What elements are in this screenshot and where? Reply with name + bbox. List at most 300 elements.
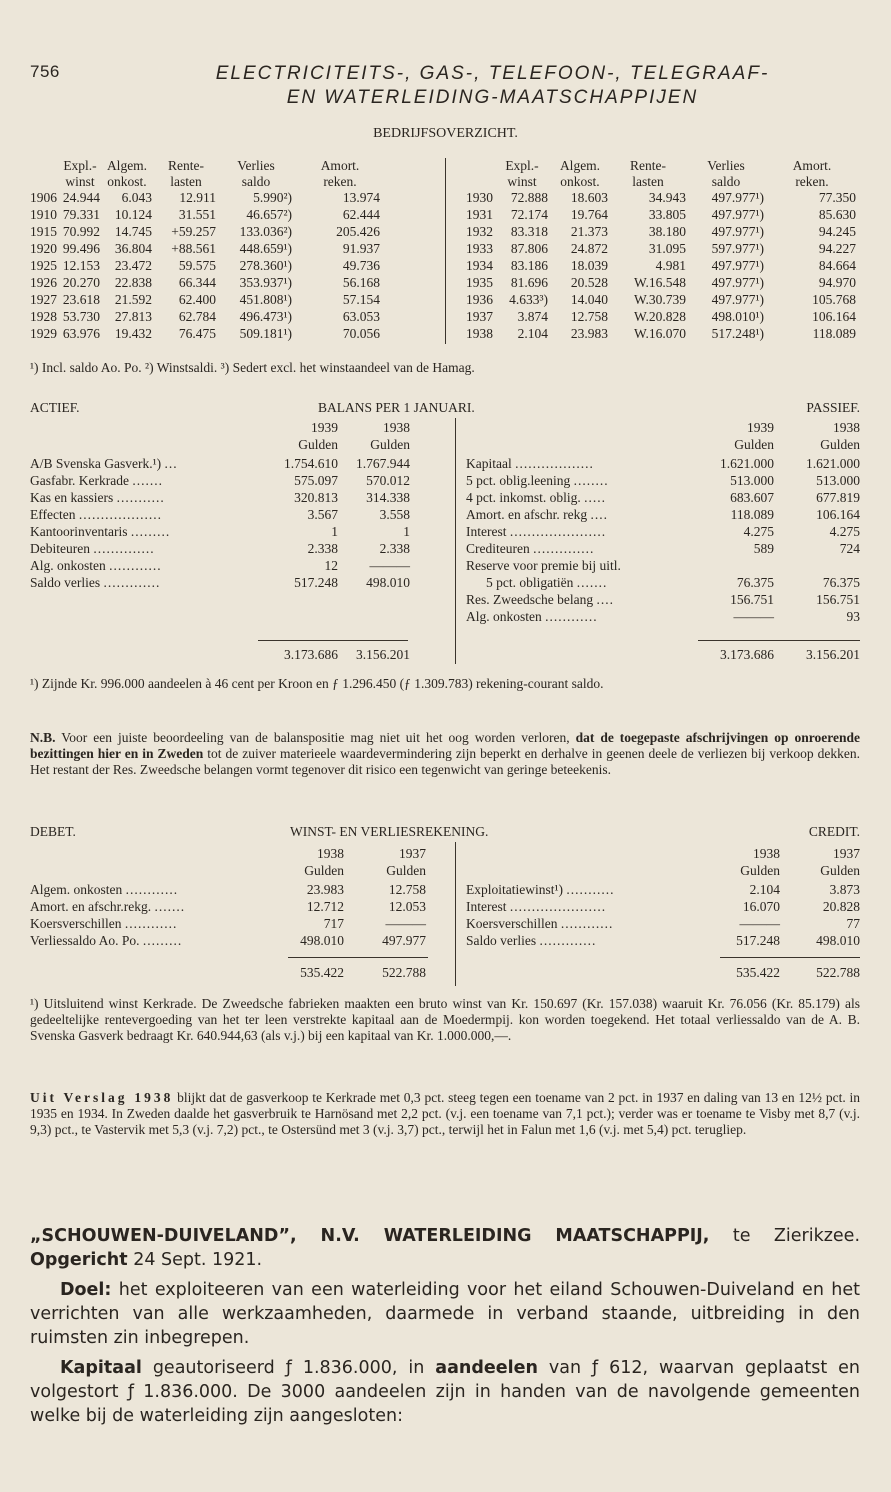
ledger-value: 156.751 xyxy=(730,592,774,607)
ledger-row-label xyxy=(466,899,606,915)
year-heading: 1938 xyxy=(317,846,344,861)
bo-col-heading: Rente- xyxy=(630,158,666,173)
label-text: Effecten xyxy=(30,507,76,522)
bo-year: 1920 xyxy=(30,241,57,256)
bo-value: 18.039 xyxy=(570,258,608,273)
leader-dots: ..... xyxy=(584,490,606,505)
bo-year: 1928 xyxy=(30,309,57,324)
verslag-paragraph xyxy=(30,1090,860,1138)
ledger-row-label xyxy=(466,524,606,540)
unit-heading: Gulden xyxy=(734,437,774,452)
bo-value: 66.344 xyxy=(178,275,216,290)
bo-col-heading: onkost. xyxy=(107,174,147,189)
ledger-value: 320.813 xyxy=(294,490,338,505)
doel-label: Doel: xyxy=(60,1280,112,1300)
bo-col-heading: Verlies xyxy=(237,158,275,173)
winst-debet-heading: DEBET. xyxy=(30,824,76,839)
bo-value: 31.095 xyxy=(648,241,686,256)
bo-value: 18.603 xyxy=(570,190,608,205)
winst-debet-total-rule xyxy=(288,957,428,958)
label-text: Koersverschillen xyxy=(30,916,122,931)
ledger-row-label xyxy=(466,541,594,557)
leader-dots: .... xyxy=(590,507,608,522)
bo-value: 105.768 xyxy=(812,292,856,307)
balans-footnote: ¹) Zijnde Kr. 996.000 aandeelen à 46 cent per Kroon en ƒ 1.296.450 (ƒ 1.309.783) rekening-courant saldo. xyxy=(30,676,604,691)
ledger-row-label xyxy=(466,592,614,608)
company-place: te Zierikzee. xyxy=(709,1226,861,1246)
ledger-value: 683.607 xyxy=(730,490,774,505)
label-text: Interest xyxy=(466,899,507,914)
ledger-value: 2.338 xyxy=(379,541,410,556)
ledger-value: 498.010 xyxy=(816,933,860,948)
bo-col-heading: Amort. xyxy=(320,158,360,173)
label-text: 5 pct. oblig.leening xyxy=(466,473,571,488)
bo-value: 62.400 xyxy=(178,292,216,307)
bo-year: 1938 xyxy=(466,326,493,341)
ledger-value: 314.338 xyxy=(366,490,410,505)
bo-value: W.16.070 xyxy=(633,326,686,341)
unit-heading: Gulden xyxy=(304,863,344,878)
bo-col-heading: Algem. xyxy=(106,158,148,173)
bo-col-heading: Expl.- xyxy=(63,158,97,173)
ledger-value: 1.767.944 xyxy=(356,456,410,471)
ledger-value: 3.567 xyxy=(307,507,338,522)
bo-value: 497.977¹) xyxy=(711,190,764,205)
ledger-value: 4.275 xyxy=(743,524,774,539)
ledger-row-label xyxy=(466,507,608,523)
ledger-value: 1.621.000 xyxy=(720,456,774,471)
bo-value: 106.164 xyxy=(812,309,856,324)
bo-value: +59.257 xyxy=(171,224,216,239)
bo-value: 91.937 xyxy=(342,241,380,256)
bo-value: +88.561 xyxy=(171,241,216,256)
balans-title: BALANS PER 1 JANUARI. xyxy=(318,400,475,415)
bo-value: 496.473¹) xyxy=(239,309,292,324)
ledger-value: 575.097 xyxy=(294,473,338,488)
bo-year: 1933 xyxy=(466,241,493,256)
leader-dots: ............ xyxy=(124,916,178,931)
label-text: Reserve voor premie bij uitl. xyxy=(466,558,621,573)
bo-year: 1930 xyxy=(466,190,493,205)
nb-text1: Voor een juiste beoordeeling van de balanspositie mag niet uit het oog worden verloren, xyxy=(55,730,576,745)
unit-heading: Gulden xyxy=(386,863,426,878)
ledger-row-label xyxy=(30,507,162,523)
label-text: Kas en kassiers xyxy=(30,490,114,505)
ledger-value: 3.873 xyxy=(829,882,860,897)
balans-divider xyxy=(455,418,456,664)
ledger-value: 12.758 xyxy=(388,882,426,897)
label-text: A/B Svenska Gasverk.¹) xyxy=(30,456,162,471)
bo-value: 79.331 xyxy=(62,207,100,222)
label-text: Saldo verlies xyxy=(466,933,537,948)
schouwen-entry-header xyxy=(30,1224,860,1272)
bo-year: 1936 xyxy=(466,292,493,307)
bo-value: 46.657²) xyxy=(246,207,292,222)
bo-value: 4.981 xyxy=(655,258,686,273)
ledger-value: 724 xyxy=(839,541,860,556)
bo-value: 497.977¹) xyxy=(711,207,764,222)
ledger-value: 4.275 xyxy=(829,524,860,539)
bo-value: 53.730 xyxy=(62,309,100,324)
ledger-row-label xyxy=(466,933,596,949)
bo-year: 1931 xyxy=(466,207,493,222)
bo-value: 5.990²) xyxy=(253,190,292,205)
ledger-value: 76.375 xyxy=(822,575,860,590)
company-name: „SCHOUWEN-DUIVELAND”, N.V. WATERLEIDING MAATSCHAPPIJ, xyxy=(30,1226,710,1246)
doel-paragraph xyxy=(30,1278,860,1350)
ledger-value: 3.558 xyxy=(379,507,410,522)
bo-value: W.30.739 xyxy=(633,292,686,307)
ledger-row-label xyxy=(30,899,185,915)
ledger-value: 93 xyxy=(846,609,860,624)
bo-value: 23.618 xyxy=(62,292,100,307)
page-title-line2: EN WATERLEIDING-MAATSCHAPPIJEN xyxy=(286,87,699,108)
label-text: Exploitatiewinst¹) xyxy=(466,882,564,897)
unit-heading: Gulden xyxy=(298,437,338,452)
nb-text2: tot de zuiver materieele waardevermindering zijn beperkt en derhalve in geenen deele de verliezen bij verkoop dekken. Het restant der Res. Zweedsche belangen vormt tegenover dit risico een tegenwicht van geringe beteekenis. xyxy=(30,746,860,777)
kapitaal-text2: van ƒ 612, waarvan geplaatst en volgestort ƒ 1.836.000. De 3000 aandeelen zijn in handen van de navolgende gemeenten welke bij de waterleiding zijn aangesloten: xyxy=(30,1358,860,1426)
balans-actief-heading: ACTIEF. xyxy=(30,400,80,415)
bo-value: 23.983 xyxy=(570,326,608,341)
bedrijfsoverzicht-footnote: ¹) Incl. saldo Ao. Po. ²) Winstsaldi. ³) Sedert excl. het winstaandeel van de Hamag. xyxy=(30,360,475,375)
nb-paragraph xyxy=(30,730,860,778)
winst-debet-total-1938: 535.422 xyxy=(300,965,344,980)
bo-value: 12.758 xyxy=(570,309,608,324)
bo-value: 63.053 xyxy=(342,309,380,324)
ledger-value: 517.248 xyxy=(736,933,780,948)
bo-value: 23.472 xyxy=(114,258,152,273)
kapitaal-text1: geautoriseerd ƒ 1.836.000, in xyxy=(141,1358,436,1378)
bo-col-heading: Expl.- xyxy=(505,158,539,173)
bo-year: 1927 xyxy=(30,292,57,307)
year-heading: 1938 xyxy=(753,846,780,861)
bo-value: 72.174 xyxy=(510,207,548,222)
leader-dots: .................. xyxy=(515,456,594,471)
bo-value: 20.528 xyxy=(570,275,608,290)
bo-value: 19.432 xyxy=(114,326,152,341)
unit-heading: Gulden xyxy=(740,863,780,878)
ledger-value: 156.751 xyxy=(816,592,860,607)
ledger-value: 16.070 xyxy=(742,899,780,914)
bo-value: 497.977¹) xyxy=(711,292,764,307)
bo-value: 21.373 xyxy=(570,224,608,239)
label-text: 5 pct. obligatiën xyxy=(486,575,574,590)
bo-value: 497.977¹) xyxy=(711,224,764,239)
leader-dots: ........... xyxy=(566,882,615,897)
bo-year: 1935 xyxy=(466,275,493,290)
bo-value: 84.664 xyxy=(818,258,856,273)
bo-value: 6.043 xyxy=(121,190,152,205)
year-heading: 1938 xyxy=(383,420,410,435)
ledger-value: 118.089 xyxy=(730,507,774,522)
bo-value: 70.992 xyxy=(62,224,100,239)
ledger-value: 677.819 xyxy=(816,490,860,505)
bo-value: 49.736 xyxy=(342,258,380,273)
label-text: Amort. en afschr.rekg. xyxy=(30,899,152,914)
bo-value: 20.270 xyxy=(62,275,100,290)
bo-value: 83.186 xyxy=(510,258,548,273)
ledger-value: 23.983 xyxy=(306,882,344,897)
ledger-value: 2.338 xyxy=(307,541,338,556)
bo-year: 1906 xyxy=(30,190,57,205)
bo-col-heading: saldo xyxy=(711,174,741,189)
bo-year: 1937 xyxy=(466,309,493,324)
ledger-value: 1.621.000 xyxy=(806,456,860,471)
bo-value: W.16.548 xyxy=(633,275,686,290)
kapitaal-paragraph xyxy=(30,1356,860,1428)
leader-dots: ......... xyxy=(142,933,183,948)
bo-value: 85.630 xyxy=(818,207,856,222)
verslag-lead: Uit Verslag 1938 xyxy=(30,1090,174,1105)
ledger-value: 1 xyxy=(403,524,410,539)
leader-dots: ....... xyxy=(576,575,608,590)
ledger-value: ——— xyxy=(385,916,426,931)
bo-year: 1932 xyxy=(466,224,493,239)
bo-value: 72.888 xyxy=(510,190,548,205)
bo-value: 448.659¹) xyxy=(239,241,292,256)
bo-col-heading: Verlies xyxy=(707,158,745,173)
bo-col-heading: onkost. xyxy=(560,174,600,189)
ledger-row-label xyxy=(466,473,609,489)
ledger-value: ——— xyxy=(739,916,780,931)
bo-value: 70.056 xyxy=(342,326,380,341)
bo-col-heading: reken. xyxy=(323,174,357,189)
year-heading: 1938 xyxy=(833,420,860,435)
ledger-value: 20.828 xyxy=(822,899,860,914)
ledger-value: 12.053 xyxy=(388,899,426,914)
ledger-row-label xyxy=(466,609,598,625)
ledger-value: 1.754.610 xyxy=(284,456,338,471)
ledger-row-label xyxy=(30,916,177,932)
bo-value: 14.040 xyxy=(570,292,608,307)
ledger-row-label xyxy=(30,882,178,898)
bo-year: 1915 xyxy=(30,224,57,239)
leader-dots: ........ xyxy=(573,473,609,488)
bo-value: 13.974 xyxy=(342,190,380,205)
bo-value: 118.089 xyxy=(812,326,856,341)
ledger-row-label xyxy=(466,916,613,932)
bo-col-heading: lasten xyxy=(170,174,202,189)
bo-value: 57.154 xyxy=(342,292,380,307)
leader-dots: ............ xyxy=(125,882,179,897)
bo-value: 451.808¹) xyxy=(239,292,292,307)
year-heading: 1939 xyxy=(311,420,338,435)
bo-value: 10.124 xyxy=(114,207,152,222)
ledger-row-label xyxy=(30,490,165,506)
label-text: Res. Zweedsche belang xyxy=(466,592,594,607)
bo-value: 81.696 xyxy=(510,275,548,290)
bo-year: 1934 xyxy=(466,258,493,273)
leader-dots: ....... xyxy=(154,899,186,914)
year-heading: 1937 xyxy=(833,846,860,861)
bedrijfsoverzicht-title: BEDRIJFSOVERZICHT. xyxy=(373,126,518,141)
bo-value: W.20.828 xyxy=(633,309,686,324)
unit-heading: Gulden xyxy=(370,437,410,452)
kapitaal-label: Kapitaal xyxy=(60,1358,142,1378)
year-heading: 1937 xyxy=(399,846,426,861)
winst-credit-total-1937: 522.788 xyxy=(816,965,860,980)
bo-value: 133.036²) xyxy=(239,224,292,239)
winst-title: WINST- EN VERLIESREKENING. xyxy=(290,824,489,839)
ledger-row-label xyxy=(486,575,607,591)
ledger-value: 497.977 xyxy=(382,933,426,948)
leader-dots: ............ xyxy=(560,916,614,931)
bo-value: 597.977¹) xyxy=(711,241,764,256)
leader-dots: ............. xyxy=(539,933,597,948)
bo-value: 14.745 xyxy=(114,224,152,239)
label-text: Algem. onkosten xyxy=(30,882,123,897)
ledger-value: 498.010 xyxy=(300,933,344,948)
ledger-row-label xyxy=(30,473,163,489)
unit-heading: Gulden xyxy=(820,863,860,878)
bo-value: 77.350 xyxy=(818,190,856,205)
label-text: Verliessaldo Ao. Po. xyxy=(30,933,140,948)
ledger-row-label xyxy=(30,575,160,591)
winst-credit-total-1938: 535.422 xyxy=(736,965,780,980)
bo-value: 2.104 xyxy=(517,326,548,341)
ledger-value: 513.000 xyxy=(816,473,860,488)
bo-col-heading: winst xyxy=(507,174,537,189)
bo-year: 1926 xyxy=(30,275,57,290)
bo-value: 22.838 xyxy=(114,275,152,290)
bo-col-heading: Rente- xyxy=(168,158,204,173)
bo-year: 1929 xyxy=(30,326,57,341)
page-title-line1: ELECTRICITEITS-, GAS-, TELEFOON-, TELEGRAAF- xyxy=(215,63,770,84)
bo-col-heading: winst xyxy=(65,174,95,189)
bo-value: 59.575 xyxy=(178,258,216,273)
leader-dots: ............ xyxy=(545,609,598,624)
bo-value: 21.592 xyxy=(114,292,152,307)
winst-credit-total-rule xyxy=(720,957,860,958)
label-text: Kapitaal xyxy=(466,456,512,471)
bo-year: 1910 xyxy=(30,207,57,222)
ledger-value: 517.248 xyxy=(294,575,338,590)
label-text: Debiteuren xyxy=(30,541,90,556)
bo-value: 27.813 xyxy=(114,309,152,324)
ledger-row-label xyxy=(30,456,178,472)
bo-year: 1925 xyxy=(30,258,57,273)
ledger-row-label xyxy=(466,456,594,472)
bo-value: 12.911 xyxy=(179,190,216,205)
bo-col-heading: Algem. xyxy=(559,158,601,173)
ledger-row-label xyxy=(30,541,155,557)
bo-value: 353.937¹) xyxy=(239,275,292,290)
label-text: Alg. onkosten xyxy=(30,558,106,573)
ledger-value: ——— xyxy=(733,609,774,624)
label-text: Amort. en afschr. rekg xyxy=(466,507,588,522)
ledger-value: 513.000 xyxy=(730,473,774,488)
leader-dots: .... xyxy=(596,592,614,607)
ledger-value: ——— xyxy=(369,558,410,573)
nb-lead: N.B. xyxy=(30,730,56,745)
bo-value: 205.426 xyxy=(336,224,380,239)
bo-value: 63.976 xyxy=(62,326,100,341)
bo-value: 497.977¹) xyxy=(711,258,764,273)
year-heading: 1939 xyxy=(747,420,774,435)
bo-col-heading: lasten xyxy=(632,174,664,189)
bo-value: 87.806 xyxy=(510,241,548,256)
bo-value: 509.181¹) xyxy=(239,326,292,341)
unit-heading: Gulden xyxy=(820,437,860,452)
bo-col-heading: Amort. xyxy=(792,158,832,173)
label-text: Interest xyxy=(466,524,507,539)
ledger-value: 570.012 xyxy=(366,473,410,488)
winst-credit-heading: CREDIT. xyxy=(808,824,860,839)
ledger-value: 717 xyxy=(323,916,344,931)
bo-value: 497.977¹) xyxy=(711,275,764,290)
leader-dots: ...................... xyxy=(509,524,607,539)
column-divider xyxy=(445,158,446,344)
opgericht-date: 24 Sept. 1921. xyxy=(127,1250,263,1270)
bo-value: 94.227 xyxy=(818,241,856,256)
bo-value: 76.475 xyxy=(178,326,216,341)
bo-value: 83.318 xyxy=(510,224,548,239)
ledger-value: 2.104 xyxy=(749,882,780,897)
leader-dots: ....... xyxy=(132,473,163,488)
leader-dots: ................... xyxy=(78,507,162,522)
ledger-value: 498.010 xyxy=(366,575,410,590)
label-text: Alg. onkosten xyxy=(466,609,542,624)
bo-value: 94.970 xyxy=(818,275,856,290)
bo-value: 34.943 xyxy=(648,190,686,205)
bo-value: 19.764 xyxy=(570,207,608,222)
leader-dots: .............. xyxy=(93,541,155,556)
ledger-value: 1 xyxy=(331,524,338,539)
opgericht-label: Opgericht xyxy=(30,1250,128,1270)
bo-value: 498.010¹) xyxy=(711,309,764,324)
winst-divider xyxy=(455,842,456,986)
balans-passief-heading: PASSIEF. xyxy=(806,400,860,415)
winst-footnote: ¹) Uitsluitend winst Kerkrade. De Zweedsche fabrieken maakten een bruto winst van Kr. 150.697 (Kr. 157.038) waaruit Kr. 76.056 (Kr. 85.179) als gedeeltelijke rentevergoeding van het ter leen verstrekte kapitaal aan de Moedermpij. kon worden toegekend. Het totaal verliessaldo van de A. B. Svenska Gasverk bedraagt Kr. 640.944,63 (als v.j.) bij een kapitaal van Kr. 1.000.000,—. xyxy=(30,996,860,1043)
bo-value: 94.245 xyxy=(818,224,856,239)
bo-value: 12.153 xyxy=(62,258,100,273)
balans-actief-total-rule xyxy=(258,640,408,641)
bo-value: 278.360¹) xyxy=(239,258,292,273)
bo-value: 38.180 xyxy=(648,224,686,239)
ledger-row-label xyxy=(30,933,182,949)
balans-actief-total-1939: 3.173.686 xyxy=(284,647,338,662)
ledger-value: 76.375 xyxy=(736,575,774,590)
leader-dots: ............ xyxy=(109,558,162,573)
leader-dots: ........... xyxy=(116,490,165,505)
balans-actief-total-1938: 3.156.201 xyxy=(356,647,410,662)
balans-passief-total-1938: 3.156.201 xyxy=(806,647,860,662)
bo-value: 24.872 xyxy=(570,241,608,256)
leader-dots: ...................... xyxy=(509,899,607,914)
doel-text: het exploiteeren van een waterleiding voor het eiland Schouwen-Duiveland en het verrichten van alle werkzaamheden, daarmede in verband staande, uitbreiding in den ruimsten zin inbegrepen. xyxy=(30,1280,860,1348)
ledger-row-label xyxy=(30,524,170,540)
leader-dots: ... xyxy=(164,456,178,471)
label-text: Gasfabr. Kerkrade xyxy=(30,473,129,488)
bo-value: 31.551 xyxy=(178,207,216,222)
aandeelen-label: aandeelen xyxy=(435,1358,538,1378)
ledger-value: 77 xyxy=(846,916,860,931)
bo-value: 3.874 xyxy=(517,309,548,324)
bo-value: 33.805 xyxy=(648,207,686,222)
bo-col-heading: reken. xyxy=(795,174,829,189)
bo-value: 517.248¹) xyxy=(711,326,764,341)
ledger-value: 12 xyxy=(324,558,338,573)
bo-value: 99.496 xyxy=(62,241,100,256)
nb-bold: dat de toegepaste afschrijvingen op onroerende bezittingen hier en in Zweden xyxy=(30,730,860,761)
leader-dots: ......... xyxy=(130,524,171,539)
bo-value: 56.168 xyxy=(342,275,380,290)
label-text: Koersverschillen xyxy=(466,916,558,931)
ledger-value: 589 xyxy=(753,541,774,556)
page-number: 756 xyxy=(30,62,60,81)
balans-passief-total-rule xyxy=(698,640,860,641)
bo-value: 24.944 xyxy=(62,190,100,205)
